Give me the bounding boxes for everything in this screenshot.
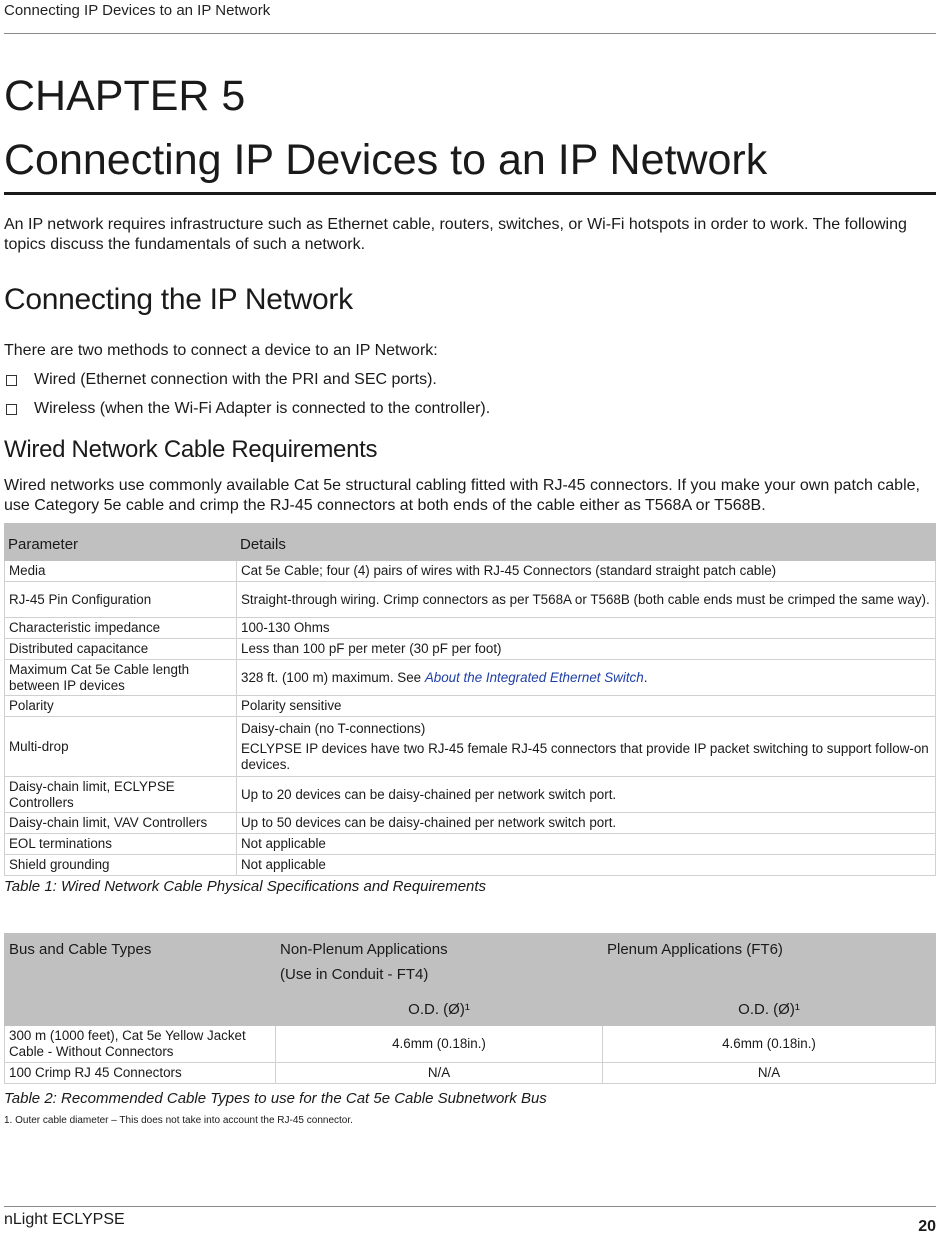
checkbox-bullet-icon <box>6 404 17 415</box>
header-line: Non-Plenum Applications <box>280 941 448 958</box>
table-row <box>5 582 936 618</box>
detail-cell: Less than 100 pF per meter (30 pF per foot) <box>237 639 936 660</box>
page-number: 20 <box>918 1218 936 1235</box>
table-row <box>5 561 936 582</box>
detail-cell: Straight-through wiring. Crimp connectors as per T568A or T568B (both cable ends must be crimped the same way). <box>237 582 936 618</box>
cable-spec-table <box>4 523 936 876</box>
detail-cell: Not applicable <box>237 834 936 855</box>
table-header-row <box>5 524 936 561</box>
param-cell: Distributed capacitance <box>5 639 237 660</box>
checkbox-bullet-icon <box>6 375 17 386</box>
detail-cell: Cat 5e Cable; four (4) pairs of wires with RJ-45 Connectors (standard straight patch cable) <box>237 561 936 582</box>
detail-cell: Up to 20 devices can be daisy-chained per network switch port. <box>237 777 936 813</box>
subsection-body: Wired networks use commonly available Cat 5e structural cabling fitted with RJ-45 connectors. If you make your own patch cable, use Category 5e cable and crimp the RJ-45 connectors at both ends of the cable either as T568A or T568B. <box>4 477 920 514</box>
detail-cell: 100-130 Ohms <box>237 618 936 639</box>
table-caption: Table 2: Recommended Cable Types to use for the Cat 5e Cable Subnetwork Bus <box>4 1090 547 1107</box>
param-cell: RJ-45 Pin Configuration <box>5 582 237 618</box>
table-row <box>5 855 936 876</box>
subsection-heading: Wired Network Cable Requirements <box>4 436 378 463</box>
table-row <box>5 777 936 813</box>
param-cell: Shield grounding <box>5 855 237 876</box>
table-row <box>5 696 936 717</box>
bullet-text: Wireless (when the Wi-Fi Adapter is connected to the controller). <box>34 400 491 417</box>
table-header-cell: Bus and Cable Types <box>5 934 276 1026</box>
param-cell: Polarity <box>5 696 237 717</box>
table-row <box>5 717 936 777</box>
param-cell: Multi-drop <box>5 717 237 777</box>
detail-line: Daisy-chain (no T-connections) <box>241 720 426 736</box>
running-header: Connecting IP Devices to an IP Network <box>4 2 271 19</box>
detail-cell: Not applicable <box>237 855 936 876</box>
non-plenum-cell: 4.6mm (0.18in.) <box>276 1026 603 1063</box>
table-header-cell: Parameter <box>5 524 237 561</box>
detail-line: ECLYPSE IP devices have two RJ-45 female RJ-45 connectors that provide IP packet switching to support follow-on devices. <box>241 740 929 772</box>
param-cell: Daisy-chain limit, VAV Controllers <box>5 813 237 834</box>
detail-text: 328 ft. (100 m) maximum. See <box>241 669 425 685</box>
section-heading: Connecting the IP Network <box>4 283 353 316</box>
cable-type-cell: 100 Crimp RJ 45 Connectors <box>5 1063 276 1084</box>
param-cell: Daisy-chain limit, ECLYPSE Controllers <box>5 777 237 813</box>
intro-paragraph: An IP network requires infrastructure such as Ethernet cable, routers, switches, or Wi-Fi hotspots in order to work. The following topics discuss the fundamentals of such a network. <box>4 216 907 253</box>
table-row <box>5 639 936 660</box>
chapter-rule <box>4 192 936 195</box>
detail-cell <box>237 717 936 777</box>
table-header-cell: Details <box>237 524 936 561</box>
section-lead: There are two methods to connect a device to an IP Network: <box>4 342 438 359</box>
footnote: 1. Outer cable diameter – This does not take into account the RJ-45 connector. <box>4 1115 353 1126</box>
bullet-item <box>4 370 437 390</box>
plenum-cell: 4.6mm (0.18in.) <box>603 1026 936 1063</box>
footer-product-name: nLight ECLYPSE <box>4 1211 125 1228</box>
table-row <box>5 1026 936 1063</box>
xref-link[interactable]: About the Integrated Ethernet Switch <box>424 669 644 685</box>
cable-types-table <box>4 933 936 1084</box>
param-cell: Maximum Cat 5e Cable length between IP devices <box>5 660 237 696</box>
chapter-title: Connecting IP Devices to an IP Network <box>4 136 768 184</box>
od-header-cell: O.D. (Ø)¹ <box>276 994 603 1026</box>
param-cell: Characteristic impedance <box>5 618 237 639</box>
non-plenum-cell: N/A <box>276 1063 603 1084</box>
detail-cell: Up to 50 devices can be daisy-chained per network switch port. <box>237 813 936 834</box>
table-row <box>5 618 936 639</box>
table-header-cell: Plenum Applications (FT6) <box>603 934 936 994</box>
detail-text-end: . <box>643 669 648 685</box>
bullet-item <box>4 399 490 419</box>
header-subline: (Use in Conduit - FT4) <box>280 966 429 983</box>
table-row <box>5 1063 936 1084</box>
header-rule <box>4 33 936 34</box>
detail-cell: Polarity sensitive <box>237 696 936 717</box>
bullet-text: Wired (Ethernet connection with the PRI and SEC ports). <box>34 371 437 388</box>
cable-type-cell: 300 m (1000 feet), Cat 5e Yellow Jacket Cable - Without Connectors <box>5 1026 276 1063</box>
od-header-cell: O.D. (Ø)¹ <box>603 994 936 1026</box>
detail-cell <box>237 660 936 696</box>
table-row <box>5 834 936 855</box>
table-row <box>5 660 936 696</box>
chapter-label: CHAPTER 5 <box>4 72 246 120</box>
table-row <box>5 813 936 834</box>
footer-rule <box>4 1206 936 1207</box>
param-cell: Media <box>5 561 237 582</box>
table-caption: Table 1: Wired Network Cable Physical Specifications and Requirements <box>4 878 487 895</box>
table-header-cell <box>276 934 603 994</box>
plenum-cell: N/A <box>603 1063 936 1084</box>
table-header-row <box>5 934 936 994</box>
param-cell: EOL terminations <box>5 834 237 855</box>
